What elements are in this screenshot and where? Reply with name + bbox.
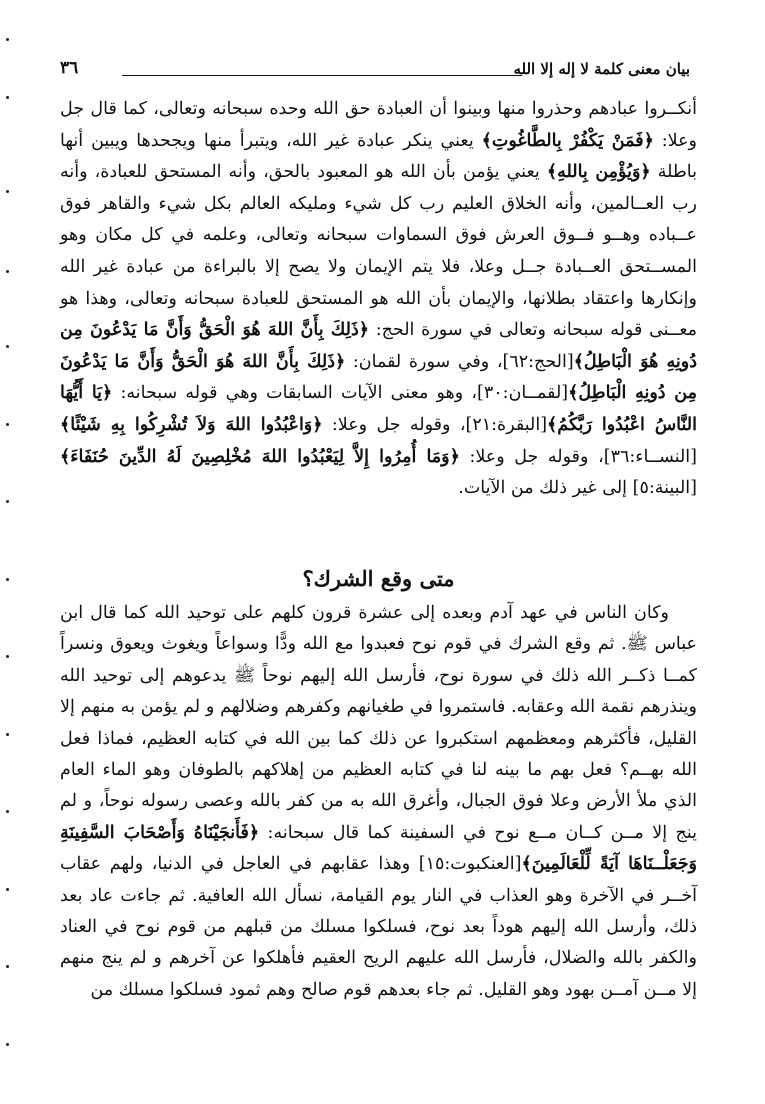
running-header: [60, 58, 690, 84]
quran-verse: ﴿يَا أَيُّهَا النَّاسُ اعْبُدُوا رَبَّكُمُ﴾: [60, 383, 697, 435]
text-run: يعني يؤمن بأن الله هو المعبود بالحق، وأنه المستحق للعبادة، وأنه رب العــالمين، وأنه الخلاق العليم رب كل شيء ومليكه العالم بكل شيء والقاهر فوق عــباده وهــو فــوق العرش فوق السماوات سبحانه وتعالى، وعلمه في كل مكان وهو المســتحق العــبادة جــل وعلا، فلا يتم الإيمان ولا يصح إلا بالبراءة من عبادة غير الله وإنكارها واعتقاد بطلانها، والإيمان بأن الله هو المستحق للعبادة سبحانه وتعالى، وهذا هو معــنى قوله سبحانه وتعالى في سورة الحج:: [60, 162, 698, 341]
quran-verse: ﴿ذَلِكَ بِأَنَّ اللهَ هُوَ الْحَقُّ وَأَنَّ مَا يَدْعُونَ مِن دُونِهِ هُوَ الْبَاطِلُ﴾: [60, 320, 697, 372]
text-run: [لقمــان:٣٠]، وهو معنى الآيات السابقات وهي قوله سبحانه:: [112, 383, 569, 404]
margin-mark: [6, 965, 9, 968]
margin-mark: [6, 96, 9, 99]
margin-mark: [6, 345, 9, 348]
margin-mark: [6, 810, 9, 813]
page-number: ٣٦: [60, 58, 79, 78]
margin-mark: [6, 655, 9, 658]
text-run: [البقرة:٢١]، وقوله جل وعلا:: [322, 414, 548, 435]
margin-mark: [6, 500, 9, 503]
margin-mark: [6, 38, 9, 41]
text-run: أنكــروا عبادهم وحذروا منها وبينوا أن العبادة حق الله وحده سبحانه وتعالى، كما قال جل وعلا:: [60, 99, 697, 151]
running-title: بيان معنى كلمة لا إله إلا الله: [513, 60, 690, 78]
text-run: [البينة:٥] إلى غير ذلك من الآيات.: [458, 478, 697, 499]
section-1-body: [60, 94, 697, 505]
margin-mark: [6, 578, 9, 581]
margin-mark: [6, 1043, 9, 1046]
margin-mark: [6, 270, 9, 273]
margin-mark: [6, 888, 9, 891]
section-heading: متى وقع الشرك؟: [302, 566, 455, 591]
header-rule: [122, 75, 522, 76]
margin-mark: [6, 190, 9, 193]
quran-verse: ﴿وَمَا أُمِرُوا إِلاَّ لِيَعْبُدُوا اللهَ مُخْلِصِينَ لَهُ الدِّينَ حُنَفَاءَ﴾: [60, 446, 460, 467]
quran-verse: ﴿فَمَنْ يَكْفُرْ بِالطَّاغُوتِ﴾: [481, 130, 654, 151]
section-2-body: [60, 598, 697, 1006]
quran-verse: ﴿وَيُؤْمِن بِاللهِ﴾: [546, 162, 651, 183]
section-1-paragraph: [60, 94, 697, 505]
margin-mark: [6, 733, 9, 736]
quran-verse: ﴿ذَلِكَ بِأَنَّ اللهَ هُوَ الْحَقُّ وَأَنَّ مَا يَدْعُونَ مِن دُونِهِ الْبَاطِلُ﴾: [60, 351, 697, 404]
text-run: وكان الناس في عهد آدم وبعده إلى عشرة قرون كلهم على توحيد الله كما قال ابن عباس ﷺ. ثم وقع الشرك في قوم نوح فعبدوا مع الله ودًّا وسواعاً ويغوث ويعوق ونسراً كمــا ذكــر الله ذلك في سورة نوح، فأرسل الله إليهم نوحاً ﷺ يدعوهم إلى توحيد الله وينذرهم نقمة الله وعقابه. فاستمروا في طغيانهم وكفرهم وضلالهم و لم يؤمن به منهم إلا القليل، فأكثرهم ومعظمهم استكبروا عن ذلك كما بين الله في كتابه العظيم، فماذا فعل الله بهــم؟ فعل بهم ما بينه لنا في كتابه العظيم من إهلاكهم بالطوفان وهو الماء العام الذي ملأ الأرض وعلا فوق الجبال، وأغرق الله به من كفر بالله وعصى رسوله نوحاً، و لم ينج إلا مــن كــان مــع نوح في السفينة كما قال سبحانه:: [60, 603, 697, 843]
text-run: [العنكبوت:١٥] وهذا عقابهم في العاجل في الدنيا، ولهم عقاب آخــر في الآخرة وهو العذاب في النار يوم القيامة، نسأل الله العافية. ثم جاءت عاد بعد ذلك، وأرسل الله إليهم هوداً بعد نوح، فسلكوا مسلك من قبلهم من قوم نوح في العناد والكفر بالله والضلال، فأرسل الله عليهم الريح العقيم فأهلكوا عن آخرهم و لم ينج منهم إلا مــن آمــن بهود وهو القليل. ثم جاء بعدهم قوم صالح وهم ثمود فسلكوا مسلك من: [60, 854, 697, 1000]
text-run: يعني ينكر عبادة غير الله، ويتبرأ منها ويجحدها ويبين أنها باطلة: [60, 130, 697, 183]
quran-verse: ﴿وَاعْبُدُوا اللهَ وَلاَ تُشْرِكُوا بِهِ شَيْئًا﴾: [60, 414, 323, 435]
section-2-paragraph: [60, 598, 697, 1006]
text-run: [الحج:٦٢]، وفي سورة لقمان:: [345, 351, 574, 372]
text-run: [النســاء:٣٦]، وقوله جل وعلا:: [459, 446, 697, 467]
quran-verse: ﴿فَأَنجَيْنَاهُ وَأَصْحَابَ السَّفِينَةِ وَجَعَلْــنَاهَا آيَةً لِّلْعَالَمِينَ﴾: [60, 822, 697, 875]
margin-mark: [6, 423, 9, 426]
